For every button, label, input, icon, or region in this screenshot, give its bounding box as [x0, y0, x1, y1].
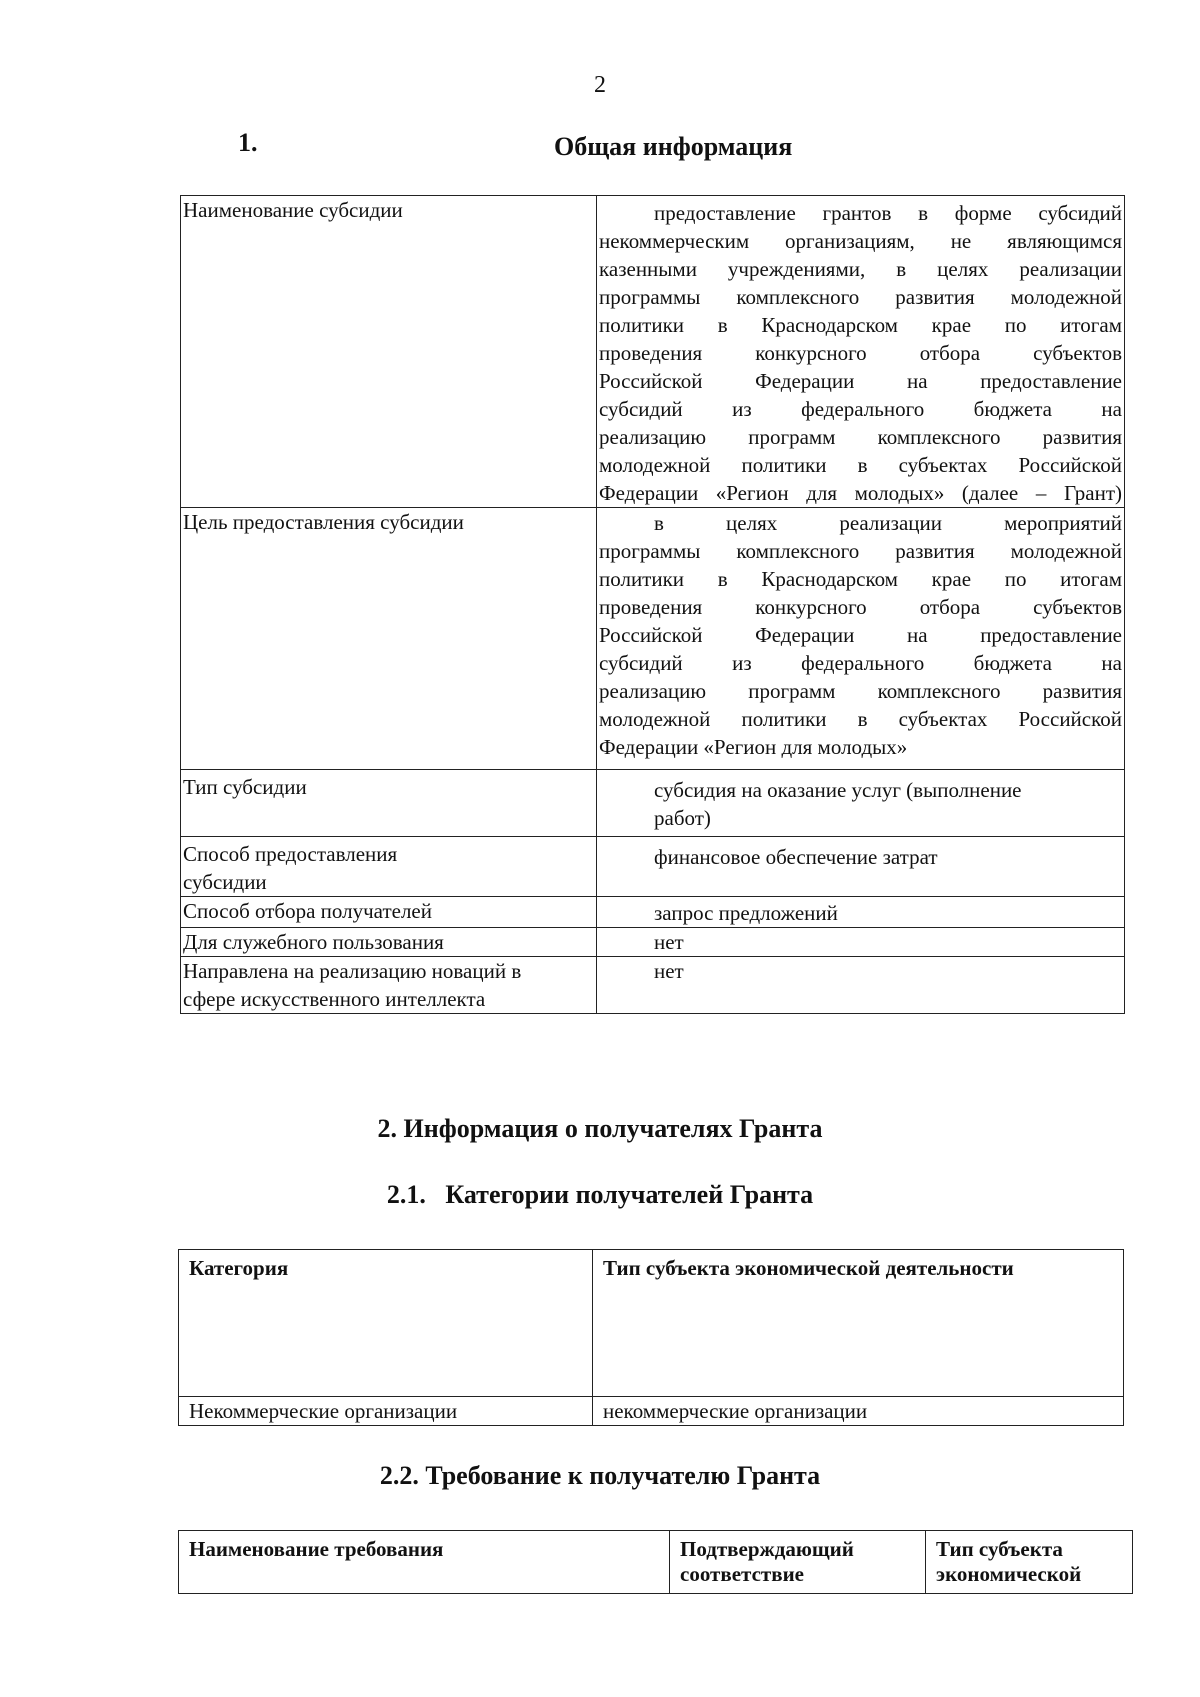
column-header: Тип субъекта экономической	[926, 1531, 1133, 1594]
section-1-number: 1.	[238, 128, 258, 157]
column-header: Подтверждающий соответствие	[670, 1531, 926, 1594]
row-value: финансовое обеспечение затрат	[597, 837, 1125, 897]
table-row	[181, 928, 1125, 957]
table-header-row	[179, 1250, 1124, 1397]
recipient-requirements-table	[178, 1530, 1133, 1594]
table-cell: Некоммерческие организации	[179, 1397, 593, 1426]
row-value: субсидия на оказание услуг (выполнение работ)	[597, 770, 1125, 837]
general-info-table	[180, 195, 1125, 1014]
table-header-row	[179, 1531, 1133, 1594]
section-2-1-title: 2.1. Категории получателей Гранта	[386, 1180, 814, 1209]
section-2-title: 2. Информация о получателях Гранта	[377, 1114, 823, 1143]
table-cell: некоммерческие организации	[593, 1397, 1124, 1426]
section-1-title: Общая информация	[554, 132, 793, 161]
row-value: нет	[597, 928, 1125, 957]
row-value: в целях реализации мероприятий программы комплексного развития молодежной политики в Краснодарском крае по итогам проведения конкурсного отбора субъектов Российской Федерации на предоставление субсидий из федерального бюджета на реализацию программ комплексного развития молодежной политики в субъектах Российской Федерации «Регион для молодых»	[597, 508, 1125, 770]
recipient-categories-table	[178, 1249, 1124, 1426]
section-2-2-title: 2.2. Требование к получателю Гранта	[379, 1461, 821, 1490]
table-row	[181, 897, 1125, 928]
row-label: Для служебного пользования	[181, 928, 597, 957]
row-label: Тип субсидии	[181, 770, 597, 837]
table-row	[179, 1397, 1124, 1426]
row-value: запрос предложений	[597, 897, 1125, 928]
column-header: Тип субъекта экономической деятельности	[593, 1250, 1124, 1397]
row-label: Направлена на реализацию новаций в сфере искусственного интеллекта	[181, 957, 597, 1014]
table-row	[181, 770, 1125, 837]
row-label: Наименование субсидии	[181, 196, 597, 508]
row-label: Способ предоставления субсидии	[181, 837, 597, 897]
column-header: Категория	[179, 1250, 593, 1397]
table-row	[181, 957, 1125, 1014]
row-value: нет	[597, 957, 1125, 1014]
row-value: предоставление грантов в форме субсидий некоммерческим организациям, не являющимся казенными учреждениями, в целях реализации программы комплексного развития молодежной политики в Краснодарском крае по итогам проведения конкурсного отбора субъектов Российской Федерации на предоставление субсидий из федерального бюджета на реализацию программ комплексного развития молодежной политики в субъектах Российской Федерации «Регион для молодых» (далее – Грант)	[597, 196, 1125, 508]
row-label: Цель предоставления субсидии	[181, 508, 597, 770]
table-row	[181, 837, 1125, 897]
page-number: 2	[594, 72, 606, 98]
row-label: Способ отбора получателей	[181, 897, 597, 928]
column-header: Наименование требования	[179, 1531, 670, 1594]
table-row	[181, 508, 1125, 770]
table-row	[181, 196, 1125, 508]
